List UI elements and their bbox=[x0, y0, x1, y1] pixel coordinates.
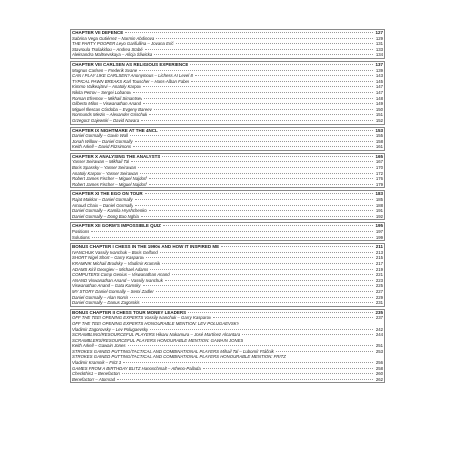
dot-leader bbox=[142, 302, 373, 303]
page-number: 225 bbox=[375, 283, 383, 289]
entry-title: Kimmo Valkeajärvi – Anatoly Karpov bbox=[72, 84, 142, 90]
page-number: 149 bbox=[375, 101, 383, 107]
dot-leader bbox=[141, 120, 373, 121]
entry-title: Viswanathan Anand – Gata Kamsky bbox=[72, 283, 141, 289]
dot-leader bbox=[135, 141, 373, 142]
page-number: 231 bbox=[375, 300, 383, 306]
page-number: 147 bbox=[375, 89, 383, 95]
page-number: 197 bbox=[375, 229, 383, 234]
entry-title: Jonah Willow – Daniel Gormally bbox=[72, 138, 133, 144]
dot-leader bbox=[276, 351, 373, 352]
dot-leader bbox=[122, 373, 373, 374]
entry-title: Sabrina Vega Gutiérrez – Narmin Abdinova bbox=[72, 35, 155, 41]
page-number: 150 bbox=[375, 106, 383, 112]
dot-leader bbox=[133, 92, 373, 93]
entry-title: CHAPTER XI THE EGO ON TOUR bbox=[72, 191, 143, 197]
toc-section bbox=[70, 153, 385, 189]
table-of-contents bbox=[70, 29, 385, 385]
dot-leader bbox=[190, 64, 373, 65]
page-number: 134 bbox=[375, 52, 383, 58]
page-number: 131 bbox=[375, 41, 383, 47]
page-number: 191 bbox=[375, 208, 383, 214]
dot-leader bbox=[160, 130, 373, 131]
dot-leader bbox=[125, 32, 373, 33]
page-number: 165 bbox=[375, 153, 383, 159]
entry-title: Solutions bbox=[72, 234, 90, 240]
page-number: 213 bbox=[375, 249, 383, 255]
dot-leader bbox=[131, 161, 373, 162]
page-number: 260 bbox=[375, 371, 383, 377]
dot-leader bbox=[92, 237, 373, 238]
entry-title: Normunds Miezis – Alexander Grischuk bbox=[72, 112, 148, 118]
entry-title: STROKES GAINED PUTTING/TACTICAL AND COMBINATIONAL PLAYERS HONOURABLE MENTION: FRITZ bbox=[72, 354, 286, 360]
dot-leader bbox=[163, 225, 373, 226]
entry-title: ADAMS Kiril Georgiev – Michael Adams bbox=[72, 266, 149, 272]
page-number: 217 bbox=[375, 260, 383, 266]
page-number: 151 bbox=[375, 112, 383, 118]
entry-title: TYPICAL PAWN BREAKS Karl Touscher – Hans-Alban Faber bbox=[72, 78, 190, 84]
page-number: 179 bbox=[375, 181, 383, 187]
entry-title: Robert James Fischer – Miguel Najdorf bbox=[72, 176, 147, 182]
entry-title: Gilberto Milos – Viswanathan Anand bbox=[72, 101, 142, 107]
dot-leader bbox=[123, 362, 373, 363]
dot-leader bbox=[160, 252, 373, 253]
toc-section bbox=[70, 127, 385, 151]
page-number: 139 bbox=[375, 67, 383, 73]
page-number: 195 bbox=[375, 223, 383, 229]
entry-title: Stavroula Tsolakidou – Andrea Stabé bbox=[72, 46, 143, 52]
page-number: 244 bbox=[375, 332, 383, 338]
entry-title: CHAPTER XII GORM'S IMPOSSIBLE QUIZ bbox=[72, 223, 161, 229]
toc-entry[interactable] bbox=[72, 182, 383, 188]
page-number: 183 bbox=[375, 191, 383, 197]
page-number: 167 bbox=[375, 159, 383, 165]
page-number: 215 bbox=[375, 255, 383, 261]
dot-leader bbox=[130, 135, 373, 136]
dot-leader bbox=[165, 280, 373, 281]
toc-section bbox=[70, 309, 385, 384]
dot-leader bbox=[203, 368, 373, 369]
dot-leader bbox=[145, 49, 373, 50]
entry-title: CAN I PLAY LIKE CARLSEN? Anonymous – Lichess AI Level 8 bbox=[72, 73, 193, 79]
page-number: 188 bbox=[375, 202, 383, 208]
dot-leader bbox=[140, 173, 373, 174]
toc-section bbox=[70, 222, 385, 241]
page-number: 137 bbox=[375, 61, 383, 67]
dot-leader bbox=[156, 38, 373, 39]
entry-title: COMPUTERS Comp Genius – Viswanathan Anand bbox=[72, 272, 170, 278]
entry-title: CHAPTER X ANALYSING THE ANALYSTS bbox=[72, 153, 161, 159]
page-number: 192 bbox=[375, 213, 383, 219]
page-number: 229 bbox=[375, 294, 383, 300]
entry-title: Daniel Gormally – Danus Zagorskis bbox=[72, 300, 140, 306]
page-number: 147 bbox=[375, 84, 383, 90]
page-number: 143 bbox=[375, 73, 383, 79]
entry-title: Robert James Fischer – Miguel Najdorf bbox=[72, 181, 147, 187]
entry-title: CHAPTER VIII CARLSEN AS RELIGIOUS EXPERIENCE bbox=[72, 61, 189, 67]
entry-title: Daniel Gormally – Dong Bao Nghia bbox=[72, 213, 139, 219]
dot-leader bbox=[149, 114, 373, 115]
dot-leader bbox=[156, 291, 373, 292]
entry-title: Nikita Petrov – Sergei Lobanov bbox=[72, 89, 132, 95]
page-number: 221 bbox=[375, 272, 383, 278]
entry-title: Magnus Carlsen – Frederik Svane bbox=[72, 67, 138, 73]
page-number: 161 bbox=[375, 144, 383, 150]
entry-title: Grzegorz Gajewski – David Navara bbox=[72, 117, 140, 123]
entry-title: MY STORY Daniel Gormally – Semi Zadler bbox=[72, 288, 154, 294]
dot-leader bbox=[146, 257, 373, 258]
dot-leader bbox=[91, 231, 373, 232]
dot-leader bbox=[149, 178, 373, 179]
dot-leader bbox=[145, 193, 373, 194]
page-number: 153 bbox=[375, 127, 383, 133]
dot-leader bbox=[143, 285, 373, 286]
dot-leader bbox=[135, 205, 373, 206]
page-number: 170 bbox=[375, 165, 383, 171]
page-number: 185 bbox=[375, 197, 383, 203]
page-number: 148 bbox=[375, 95, 383, 101]
dot-leader bbox=[172, 274, 373, 275]
entry-title: Anatoly Karpov – Yasser Seirawan bbox=[72, 170, 139, 176]
dot-leader bbox=[188, 312, 373, 313]
toc-entry[interactable] bbox=[72, 235, 383, 241]
toc-section bbox=[70, 190, 385, 220]
page-number: 129 bbox=[375, 35, 383, 41]
dot-leader bbox=[154, 54, 373, 55]
dot-leader bbox=[143, 86, 373, 87]
dot-leader bbox=[242, 334, 373, 335]
entry-title: Daniel Gormally – Alan Norris bbox=[72, 294, 129, 300]
page-number: 211 bbox=[375, 244, 383, 250]
dot-leader bbox=[162, 156, 373, 157]
dot-leader bbox=[150, 269, 373, 270]
dot-leader bbox=[144, 98, 373, 99]
page-number: 262 bbox=[375, 376, 383, 382]
dot-leader bbox=[195, 75, 373, 76]
entry-title: Arnaud Chaix – Daniel Gormally bbox=[72, 202, 134, 208]
page-number: 227 bbox=[375, 288, 383, 294]
entry-title: CHAPTER VII DEFENCE bbox=[72, 30, 124, 35]
entry-title: SCRAMBLING/RESOURCEFUL PLAYERS Hikaru Nakamura – José Martínez Alcantara bbox=[72, 332, 241, 338]
page-number: 253 bbox=[375, 348, 383, 354]
entry-title: STROKES GAINED PUTTING/TACTICAL AND COMBINATIONAL PLAYERS Mihail Tal – Ľubomír Ftáčnik bbox=[72, 348, 274, 354]
dot-leader bbox=[221, 246, 373, 247]
entry-title: Positions bbox=[72, 229, 90, 234]
dot-leader bbox=[149, 184, 373, 185]
page-number: 251 bbox=[375, 343, 383, 349]
entry-title: Rajat Makkar – Daniel Gormally bbox=[72, 197, 133, 203]
entry-title: SHORT Nigel Short – Garry Kasparov bbox=[72, 255, 145, 261]
page-number: 256 bbox=[375, 360, 383, 366]
toc-entry[interactable] bbox=[72, 118, 383, 124]
dot-leader bbox=[149, 210, 373, 211]
page-number: 158 bbox=[375, 138, 383, 144]
dot-leader bbox=[135, 199, 373, 200]
toc-entry[interactable] bbox=[72, 377, 383, 383]
page-number: 235 bbox=[375, 309, 383, 315]
entry-title: GAMES FROM A BIRTHDAY BLITZ Hanoschmalt – Atheno-Pallada bbox=[72, 365, 201, 371]
page-number: 176 bbox=[375, 176, 383, 182]
page-number: 223 bbox=[375, 277, 383, 283]
dot-leader bbox=[176, 43, 374, 44]
page-number: 155 bbox=[375, 133, 383, 139]
entry-title: SCRAMBLERS/RESOURCEFUL PLAYERS HONOURABLE MENTION: GAWAIN JONES bbox=[72, 337, 244, 343]
page-number: 145 bbox=[375, 78, 383, 84]
dot-leader bbox=[139, 70, 373, 71]
entry-title: ANAND Viswanathan Anand – Vassily Ivanchuk bbox=[72, 277, 163, 283]
page-number: 172 bbox=[375, 170, 383, 176]
dot-leader bbox=[128, 345, 373, 346]
page-number: 152 bbox=[375, 117, 383, 123]
entry-title: Daniel Gormally – Gavin Wall bbox=[72, 133, 129, 139]
entry-title: Yasser Seirawan – Mikhail Tal bbox=[72, 159, 130, 165]
entry-title: Vladimir Zagorovsky – Lev Polugaevsky bbox=[72, 326, 149, 332]
dot-leader bbox=[154, 109, 373, 110]
dot-leader bbox=[191, 81, 373, 82]
entry-title: Daniel Gormally – Kamila Hryshchenko bbox=[72, 208, 147, 214]
entry-title: Checkthis1 – Benefactorr bbox=[72, 371, 121, 377]
toc-section bbox=[70, 29, 385, 59]
entry-title: BONUS CHAPTER I CHESS IN THE 1990s AND HOW IT INSPIRED ME bbox=[72, 244, 220, 250]
dot-leader bbox=[213, 317, 373, 318]
page-number: 199 bbox=[375, 234, 383, 240]
entry-title: Benefactorr – Atomrad bbox=[72, 376, 116, 382]
toc-section bbox=[70, 61, 385, 125]
page-number: 133 bbox=[375, 46, 383, 52]
entry-title: KRAMNIK Michail Brodsky – Vladimir Kramnik bbox=[72, 260, 161, 266]
page-number: 219 bbox=[375, 266, 383, 272]
entry-title: CHAPTER IX NIGHTMARE AT THE 4NCL bbox=[72, 127, 158, 133]
dot-leader bbox=[162, 263, 373, 264]
dot-leader bbox=[133, 146, 373, 147]
entry-title: Aleksandra Maltsevskaya – Alicja Śliwicka bbox=[72, 52, 153, 58]
entry-title: THE PARTY POOPER Leyo Garifullina – Jovana Erić bbox=[72, 41, 174, 47]
toc-entry[interactable] bbox=[72, 144, 383, 150]
entry-title: OFF THE TEE! OPENING EXPERTS Vassily Ivanchuk – Garry Kasparov bbox=[72, 315, 212, 321]
entry-title: Keith Arkell – Gawain Jones bbox=[72, 343, 126, 349]
entry-title: IVANCHUK Vassily Ivanchuk – Boris Gelfand bbox=[72, 249, 158, 255]
entry-title: Roman Efremov – Mikhail Simantsev bbox=[72, 95, 143, 101]
entry-title: BONUS CHAPTER II CHESS TOUR MONEY LEADERS bbox=[72, 309, 187, 315]
dot-leader bbox=[143, 103, 373, 104]
dot-leader bbox=[130, 297, 373, 298]
toc-entry[interactable] bbox=[72, 214, 383, 220]
entry-title: OFF THE TEE! OPENING EXPERTS HONOURABLE MENTION: LEV POLUGAEVSKY bbox=[72, 320, 240, 326]
entry-title: Vladimir Kramnik – Fritz 3 bbox=[72, 360, 122, 366]
dot-leader bbox=[150, 329, 373, 330]
entry-title: Boris Spassky – Yasser Seirawan bbox=[72, 165, 137, 171]
dot-leader bbox=[138, 167, 373, 168]
toc-section bbox=[70, 243, 385, 307]
page-number: 258 bbox=[375, 365, 383, 371]
entry-title: Keith Arkell – David Fitzsimons bbox=[72, 144, 132, 150]
page-number: 127 bbox=[375, 30, 383, 35]
entry-title: Miguel Illescas Córdoba – Evgeny Bareev bbox=[72, 106, 152, 112]
page-number: 242 bbox=[375, 326, 383, 332]
dot-leader bbox=[141, 216, 373, 217]
page-number: 237 bbox=[375, 315, 383, 321]
toc-entry[interactable] bbox=[72, 52, 383, 58]
dot-leader bbox=[117, 379, 373, 380]
toc-entry[interactable] bbox=[72, 300, 383, 306]
